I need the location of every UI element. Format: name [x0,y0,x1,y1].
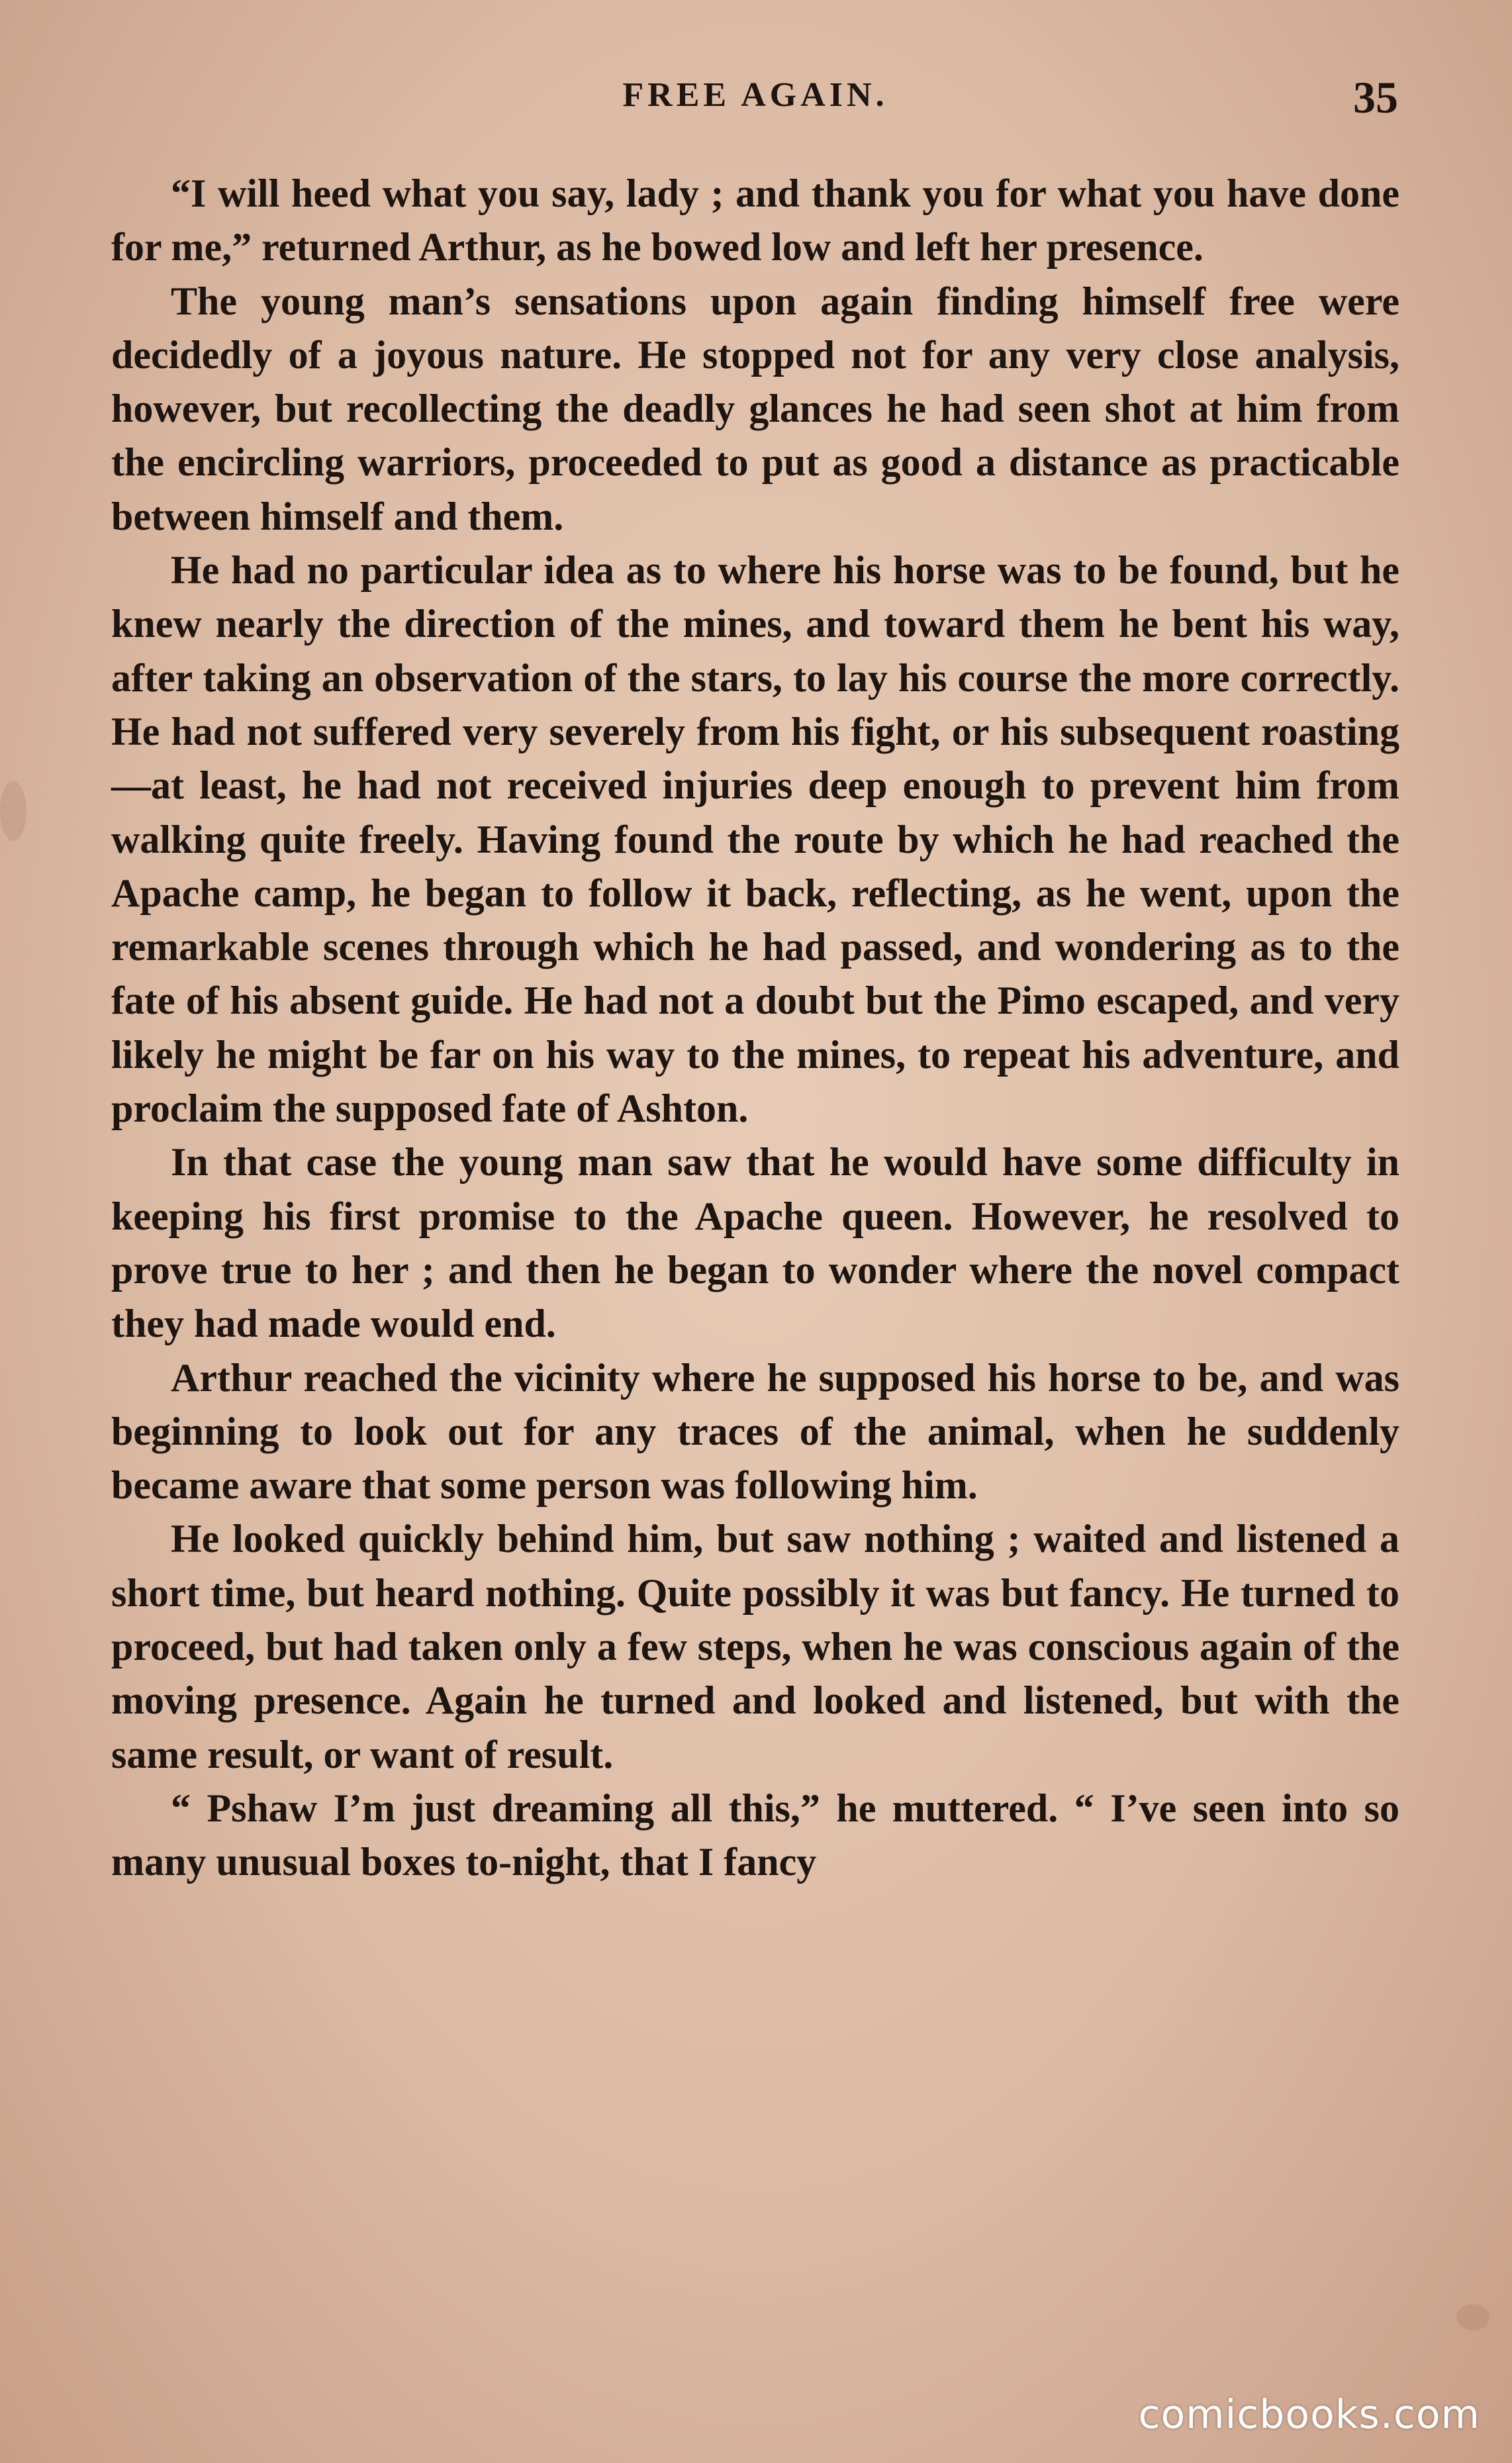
paragraph: The young man’s sensations upon again finding himself free were decidedly of a joyous nature. He stopped not for any very close analysis, however, but recollecting the deadly glances he had seen shot at him from the encircling warriors, proceeded to put as good a distance as practicable between himself and them. [111,279,1399,538]
paper-stain [1456,2304,1489,2331]
paragraph: “I will heed what you say, lady ; and thank you for what you have done for me,” returned Arthur, as he bowed low and left her presence. [111,171,1399,269]
paper-stain [0,781,26,841]
body-text [111,167,1399,1890]
paragraph: He had no particular idea as to where his horse was to be found, but he knew nearly the direction of the mines, and toward them he bent his way, after taking an observation of the stars, to lay his course the more correctly. He had not suffered very severely from his fight, or his subsequent roasting—at least, he had not received injuries deep enough to prevent him from walking quite freely. Having found the route by which he had reached the Apache camp, he began to follow it back, reflecting, as he went, upon the remarkable scenes through which he had passed, and wondering as to the fate of his absent guide. He had not a doubt but the Pimo escaped, and very likely he might be far on his way to the mines, to repeat his adventure, and proclaim the supposed fate of Ashton. [111,548,1399,1131]
paragraph: Arthur reached the vicinity where he supposed his horse to be, and was beginning to look out for any traces of the animal, when he suddenly became aware that some person was following him. [111,1355,1399,1508]
paragraph: In that case the young man saw that he would have some difficulty in keeping his first promise to the Apache queen. However, he resolved to prove true to her ; and then he began to wonder where the novel compact they had made would end. [111,1140,1399,1346]
page-number: 35 [1353,72,1398,122]
paragraph: He looked quickly behind him, but saw nothing ; waited and listened a short time, but heard nothing. Quite possibly it was but fancy. He turned to proceed, but had taken only a few steps, when he was conscious again of the moving presence. Again he turned and looked and listened, but with the same result, or want of result. [111,1517,1399,1776]
running-header [113,72,1398,124]
running-title: FREE AGAIN. [622,76,888,114]
paragraph: “ Pshaw I’m just dreaming all this,” he muttered. “ I’ve seen into so many unusual boxes to-night, that I fancy [111,1786,1399,1884]
watermark-text: comicbooks.com [1138,2391,1480,2438]
